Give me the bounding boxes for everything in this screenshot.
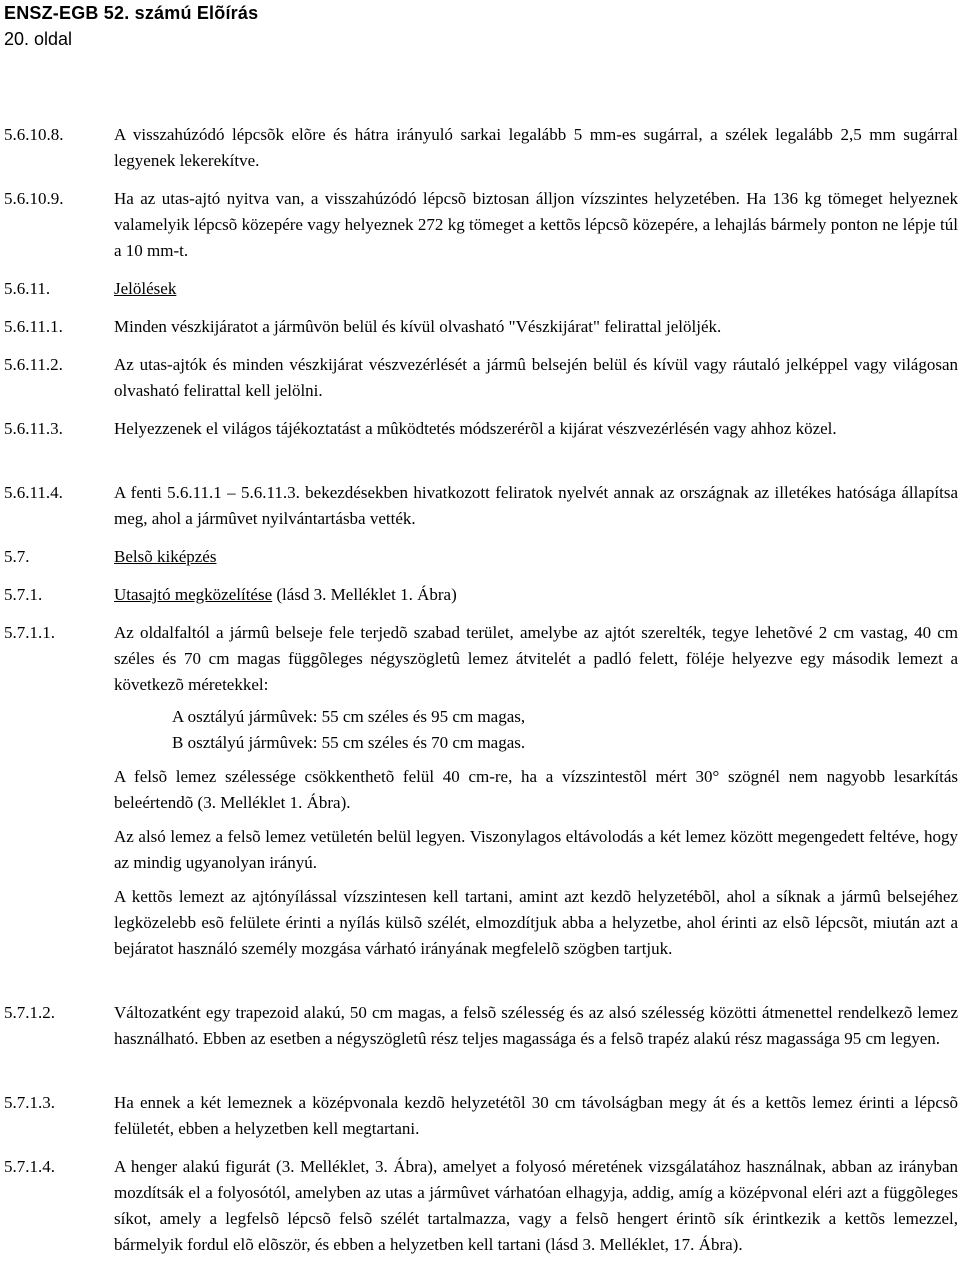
dimension-line-class-b: B osztályú jármûvek: 55 cm széles és 70 cm magas. [172,733,526,752]
paragraph-text: A fenti 5.6.11.1 – 5.6.11.3. bekezdésekben hivatkozott feliratok nyelvét annak az országnak az illetékes hatósága állapítsa meg, ahol a jármûvet nyilvántartásba vették. [114,483,958,528]
section-5-7-1 [4,582,958,608]
paragraph-number: 5.6.11.3. [4,419,63,438]
paragraph-text: Változatként egy trapezoid alakú, 50 cm magas, a felsõ szélesség és az alsó szélesség közötti átmenettel rendelkezõ lemez használható. Ebben az esetben a négyszögletû rész teljes magassága és a felsõ trapéz alakú rész magassága 95 cm legyen. [114,1003,958,1048]
paragraph-text: Helyezzenek el világos tájékoztatást a mûködtetés módszerérõl a kijárat vészvezérlésén vagy ahhoz közel. [114,419,837,438]
section-5-6-11 [4,276,958,302]
paragraph-text: Az oldalfaltól a jármû belseje fele terjedõ szabad terület, amelybe az ajtót szerelték, tegye lehetõvé 2 cm vastag, 40 cm széles és 70 cm magas függõleges négyszögletû lemez átvitelét a padló felett, föléje helyezve egy második lemezt a következõ méretekkel: [114,623,958,694]
section-heading: Jelölések [114,279,177,298]
section-heading-underlined: Utasajtó megközelítése [114,585,273,604]
paragraph-number: 5.7.1.1. [4,623,55,642]
page-header [4,0,258,52]
paragraph-5-6-11-3 [4,416,958,468]
paragraph-number: 5.7.1.3. [4,1093,55,1112]
paragraph-5-7-1-1 [4,620,958,698]
section-5-7 [4,544,958,570]
paragraph-text: A henger alakú figurát (3. Melléklet, 3. Ábra), amelyet a folyosó méretének vizsgálatához használnak, abban az irányban mozdítsák el a folyosótól, amelyben az utas a jármûvet várhatóan elhagyja, addig, amíg a középvonal eléri azt a függõleges síkot, amely a legfelsõ lépcsõ felsõ szélét tartalmazza, vagy a felsõ hengert érintõ sík érintkezik a kettõs lemezzel, bármelyik fordul elõ elõször, és ebben a helyzetben kell tartani (lásd 3. Melléklet, 17. Ábra). [114,1157,958,1254]
section-number: 5.6.11. [4,279,51,298]
paragraph-text: Az utas-ajtók és minden vészkijárat vészvezérlését a jármû belsején belül és kívül vagy ráutaló jelképpel vagy világosan olvasható felirattal kell jelölni. [114,355,958,400]
paragraph-5-7-1-2 [4,1000,958,1078]
dimension-line-class-a: A osztályú jármûvek: 55 cm széles és 95 cm magas, [172,707,526,726]
paragraph-text: A visszahúzódó lépcsõk elõre és hátra irányuló sarkai legalább 5 mm-es sugárral, a szélek legalább 2,5 mm sugárral legyenek lekerekítve. [114,125,958,170]
paragraph-number: 5.6.10.9. [4,189,64,208]
section-heading-reference: (lásd 3. Melléklet 1. Ábra) [272,585,457,604]
paragraph-number: 5.6.11.1. [4,317,63,336]
document-body [4,122,958,1284]
paragraph-5-6-10-9 [4,186,958,264]
section-heading: Belsõ kiképzés [114,547,217,566]
paragraph-5-6-10-8 [4,122,958,174]
document-title: ENSZ-EGB 52. számú Elõírás [4,3,259,23]
paragraph-5-7-1-3 [4,1090,958,1142]
paragraph-5-7-1-1-sub-3: A kettõs lemezt az ajtónyílással vízszintesen kell tartani, amint azt kezdõ helyzetébõl, ahol a síknak a jármû belsejéhez legközelebb esõ felülete érinti a nyílás külsõ szélét, elmozdítjuk abba a helyzetbe, ahol érinti az elsõ lépcsõt, miután azt a bejáratot használó személy mozgása várható irányának megfelelõ szögben tartjuk. [114,887,958,958]
paragraph-5-6-11-4 [4,480,958,532]
page-number: 20. oldal [4,29,73,49]
paragraph-text: Ha ennek a két lemeznek a középvonala kezdõ helyzetétõl 30 cm távolságban megy át és a kettõs lemez érinti a lépcsõ felületét, ebben a helyzetben kell megtartani. [114,1093,958,1138]
paragraph-5-7-1-4 [4,1154,958,1284]
paragraph-text: Ha az utas-ajtó nyitva van, a visszahúzódó lépcsõ biztosan álljon vízszintes helyzetében. Ha 136 kg tömeget helyeznek valamelyik lépcsõ közepére vagy helyeznek 272 kg tömeget a kettõs lépcsõ közepére, a lehajlás bármely ponton ne lépje túl a 10 mm-t. [114,189,958,260]
paragraph-5-7-1-1-sub-2: Az alsó lemez a felsõ lemez vetületén belül legyen. Viszonylagos eltávolodás a két lemez között megengedett feltéve, hogy az mindig ugyanolyan irányú. [114,827,958,872]
section-heading [114,582,958,608]
paragraph-text: Minden vészkijáratot a jármûvön belül és kívül olvasható "Vészkijárat" felirattal jelöljék. [114,317,722,336]
paragraph-number: 5.6.11.2. [4,355,63,374]
paragraph-number: 5.7.1.2. [4,1003,55,1022]
paragraph-5-6-11-1 [4,314,958,340]
section-number: 5.7. [4,547,30,566]
paragraph-number: 5.7.1.4. [4,1157,55,1176]
section-number: 5.7.1. [4,585,43,604]
paragraph-5-6-11-2 [4,352,958,404]
paragraph-number: 5.6.10.8. [4,125,64,144]
paragraph-number: 5.6.11.4. [4,483,63,502]
paragraph-5-7-1-1-sub-1: A felsõ lemez szélessége csökkenthetõ felül 40 cm-re, ha a vízszintestõl mért 30° szögnél nem nagyobb lesarkítás beleértendõ (3. Melléklet 1. Ábra). [114,767,958,812]
